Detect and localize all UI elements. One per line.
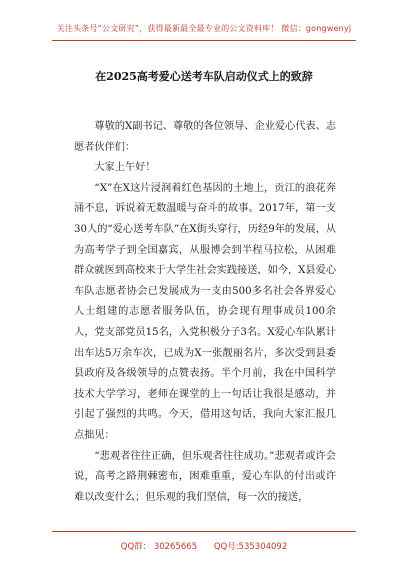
paragraph-greeting: 大家上午好！ <box>94 162 156 174</box>
paragraph-main: “X”在X这片浸润着红色基因的土地上，贡江的浪花奔涌不息，诉说着无数温暖与奋斗的故事。2017年，第一支30人的“爱心送考车队”在X街头穿行，历经9年的发展，从为高考学子到全国嘉宾，从服博会到半程马拉松，从困难群众就医到高校来于大学生社会实践接送，如今，X县爱心车队志愿者协会已发展成为一支由500多名社会各界爱心人士组建的志愿者服务队伍，协会现有理事成员100余人，党支部党员15名，入党积极分子3名。X爱心车队累计出车达5万余车次，已成为X一张靓丽名片，多次受到县委县政府及各级领导的点赞表扬。半个月前，我在中国科学技术大学学习，老师在课堂的上一句话让我很是感动，并引起了强烈的共鸣。今天，借用这句话，我向大家汇报几点拙见： <box>74 182 336 441</box>
footer-divider <box>52 531 356 532</box>
page-footer <box>0 540 408 552</box>
page-header <box>0 0 408 34</box>
paragraph-quote: “悲观者往往正确，但乐观者往往成功。”悲观者或许会说，高考之路荆棘密布，困难重重，爱心车队的付出或许难以改变什么；但乐观的我们坚信，每一次的接送， <box>74 450 336 503</box>
footer-qq-group: QQ群： 30265665 <box>120 542 198 552</box>
document-body <box>74 117 336 508</box>
header-notice: 关注头条号“公文研究”，获得最新最全最专业的公文资料库！ 微信：gongwenyj <box>56 24 352 33</box>
header-divider <box>52 40 356 41</box>
footer-qq-number: QQ号:535304092 <box>213 542 288 552</box>
paragraph-salutation: 尊敬的X副书记、尊敬的各位领导、企业爱心代表、志愿者伙伴们： <box>74 121 336 153</box>
document-title: 在2025高考爱心送考车队启动仪式上的致辞 <box>95 70 313 83</box>
